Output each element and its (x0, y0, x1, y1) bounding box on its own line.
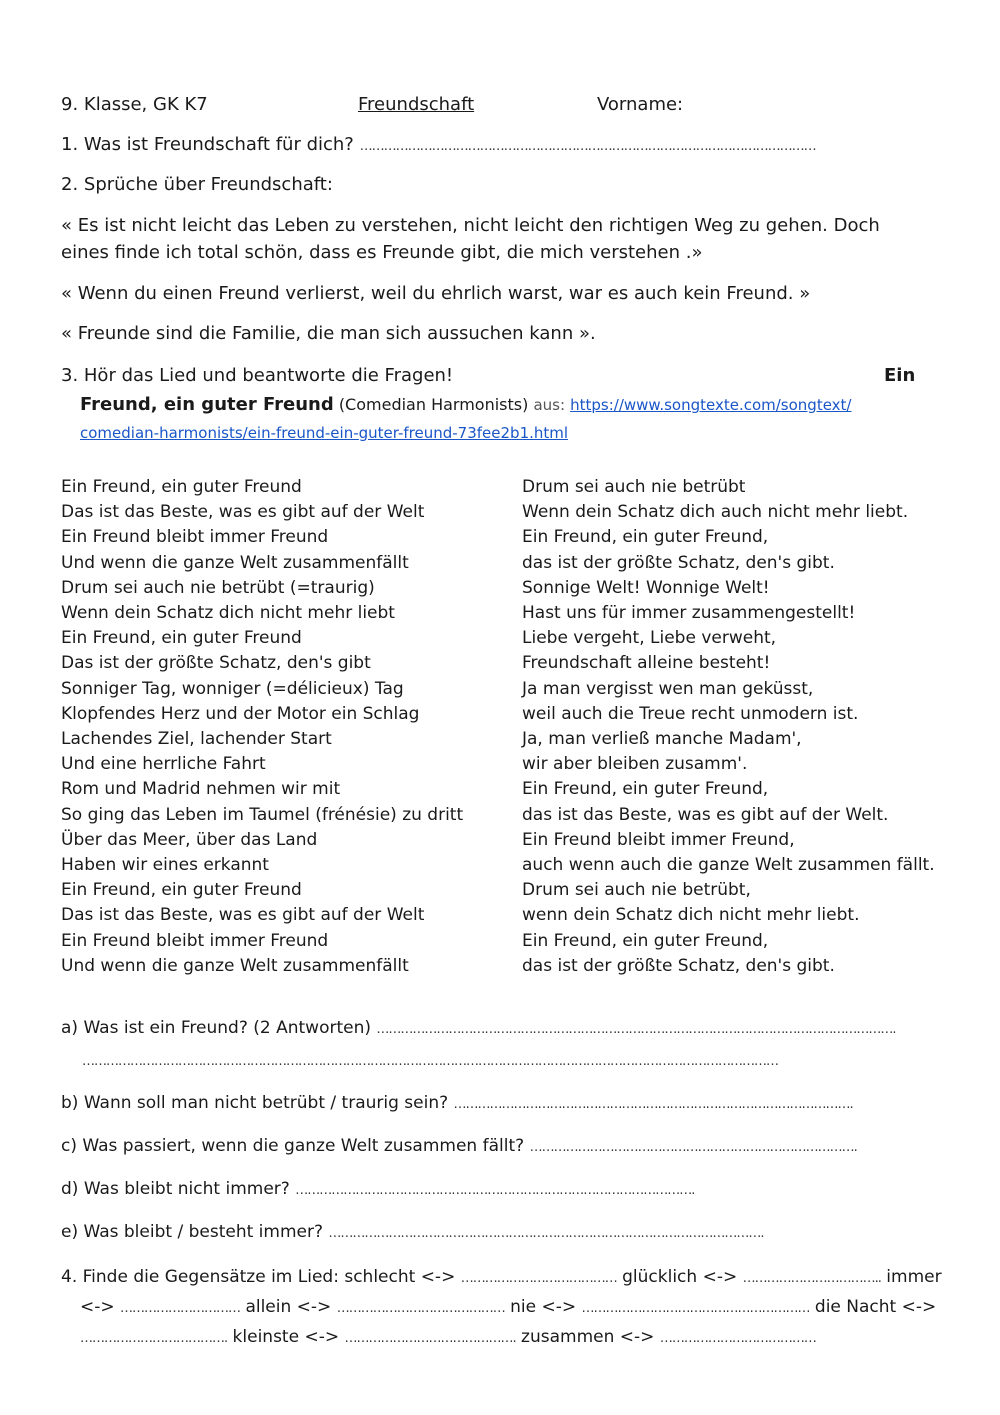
word-die-nacht: die Nacht <-> (814, 1297, 937, 1317)
answer-line[interactable]: ………………………………………………………………………………………………. (328, 1226, 764, 1241)
question-4-intro: 4. Finde die Gegensätze im Lied: schlecht <-> (61, 1267, 456, 1287)
answer-line[interactable]: …………………………………… (336, 1301, 505, 1316)
page-title: Freundschaft (358, 94, 475, 115)
lyric-line: Ein Freund, ein guter Freund, (522, 930, 769, 951)
lyric-line: Das ist der größte Schatz, den's gibt (61, 653, 371, 674)
lyric-line: Ein Freund, ein guter Freund (61, 628, 302, 649)
lyric-line: Drum sei auch nie betrübt (522, 477, 746, 497)
song-url-link-continued[interactable]: comedian-harmonists/ein-freund-ein-guter-freund-73fee2b1.html (80, 424, 569, 442)
answer-line[interactable]: ………………………………………………………………………………………. (453, 1097, 853, 1112)
lyric-line: Ja, man verließ manche Madam', (522, 729, 802, 750)
song-title-start: Ein (884, 365, 916, 386)
lyric-line: das ist der größte Schatz, den's gibt. (522, 955, 835, 976)
lyric-line: Drum sei auch nie betrübt, (522, 880, 751, 901)
answer-line[interactable]: ………………………………………………… (581, 1301, 810, 1316)
lyric-line: Freundschaft alleine besteht! (522, 653, 771, 674)
lyric-line: Ein Freund, ein guter Freund (61, 477, 302, 497)
lyric-line: auch wenn auch die ganze Welt zusammen fällt. (522, 855, 935, 876)
answer-line[interactable]: ………………………………………………………………………. (529, 1140, 857, 1155)
question-c (61, 1136, 857, 1156)
lyric-line: Ein Freund, ein guter Freund, (522, 527, 769, 548)
lyric-line: Und eine herrliche Fahrt (61, 754, 266, 775)
word-immer: immer (886, 1267, 942, 1287)
answer-line[interactable]: ………………………… (120, 1301, 241, 1316)
answer-line[interactable]: ………………………………… (659, 1331, 816, 1346)
lyric-line: Sonniger Tag, wonniger (=délicieux) Tag (61, 678, 404, 699)
answer-line[interactable]: …………………………….. (742, 1271, 881, 1286)
lyric-line: Sonnige Welt! Wonnige Welt! (522, 577, 770, 598)
question-4-line-1 (61, 1267, 942, 1287)
word-gluecklich: glücklich <-> (622, 1267, 738, 1287)
lyric-line: Wenn dein Schatz dich auch nicht mehr liebt. (522, 502, 909, 523)
answer-line[interactable]: ………………………………………………………………………………………. (295, 1183, 695, 1198)
source-label: aus: (533, 396, 566, 414)
quote-3: « Freunde sind die Familie, die man sich aussuchen kann ». (61, 323, 596, 344)
question-4-line-2 (80, 1297, 936, 1317)
quote-2: « Wenn du einen Freund verlierst, weil du ehrlich warst, war es auch kein Freund. » (61, 283, 811, 304)
lyric-line: wir aber bleiben zusamm'. (522, 754, 748, 775)
arrow-label: <-> (80, 1297, 115, 1317)
question-1-text: 1. Was ist Freundschaft für dich? (61, 134, 354, 155)
lyric-line: Rom und Madrid nehmen wir mit (61, 779, 341, 800)
question-1 (61, 134, 816, 155)
lyric-line: wenn dein Schatz dich nicht mehr liebt. (522, 905, 860, 926)
song-reference (80, 394, 851, 415)
word-kleinste: kleinste <-> (232, 1327, 340, 1347)
answer-line[interactable]: ………………………………………………………………………………………………………………………………………………………… (82, 1054, 778, 1069)
question-a (61, 1018, 896, 1038)
question-b (61, 1093, 853, 1113)
word-nie: nie <-> (510, 1297, 577, 1317)
question-e (61, 1222, 764, 1242)
quote-1-line-2: eines finde ich total schön, dass es Freunde gibt, die mich verstehen .» (61, 242, 703, 263)
word-allein: allein <-> (245, 1297, 332, 1317)
lyrics-column-left (61, 475, 463, 979)
lyric-line: Und wenn die ganze Welt zusammenfällt (61, 955, 409, 976)
question-3: 3. Hör das Lied und beantworte die Fragen! (61, 365, 454, 386)
answer-line[interactable]: …………………………………………………………………………………………………………………. (376, 1022, 896, 1037)
song-title: Freund, ein guter Freund (80, 394, 334, 415)
lyric-line: Das ist das Beste, was es gibt auf der Welt (61, 502, 425, 523)
lyric-line: das ist das Beste, was es gibt auf der Welt. (522, 804, 889, 825)
lyrics-column-right (522, 475, 935, 979)
lyric-line: Liebe vergeht, Liebe verweht, (522, 628, 777, 649)
lyric-line: Wenn dein Schatz dich nicht mehr liebt (61, 603, 395, 624)
question-e-text: e) Was bleibt / besteht immer? (61, 1222, 323, 1242)
quote-1-line-1: « Es ist nicht leicht das Leben zu verstehen, nicht leicht den richtigen Weg zu gehen. Doch (61, 215, 880, 236)
question-b-text: b) Wann soll man nicht betrübt / traurig sein? (61, 1093, 449, 1113)
lyric-line: Ein Freund bleibt immer Freund (61, 527, 329, 548)
question-d-text: d) Was bleibt nicht immer? (61, 1179, 290, 1199)
lyric-line: Klopfendes Herz und der Motor ein Schlag (61, 703, 420, 724)
lyric-line: Ein Freund, ein guter Freund, (522, 779, 769, 800)
lyric-line: Haben wir eines erkannt (61, 855, 269, 876)
lyric-line: weil auch die Treue recht unmodern ist. (522, 703, 859, 724)
song-url-link[interactable]: https://www.songtexte.com/songtext/ (570, 396, 852, 414)
lyric-line: Das ist das Beste, was es gibt auf der Welt (61, 905, 425, 926)
lyric-line: Lachendes Ziel, lachender Start (61, 729, 332, 750)
question-d (61, 1179, 694, 1199)
song-artist: (Comedian Harmonists) (338, 395, 529, 414)
answer-line[interactable]: ………………………………. (80, 1331, 228, 1346)
lyric-line: Ja man vergisst wen man geküsst, (522, 678, 814, 699)
lyric-line: Ein Freund, ein guter Freund (61, 880, 302, 901)
lyric-line: das ist der größte Schatz, den's gibt. (522, 552, 835, 573)
lyric-line: Ein Freund bleibt immer Freund (61, 930, 329, 951)
lyric-line: Ein Freund bleibt immer Freund, (522, 829, 795, 850)
first-name-label: Vorname: (597, 94, 684, 115)
lyric-line: Über das Meer, über das Land (61, 829, 318, 850)
word-zusammen: zusammen <-> (521, 1327, 655, 1347)
question-4-line-3 (80, 1327, 816, 1347)
question-2: 2. Sprüche über Freundschaft: (61, 174, 333, 195)
question-a-text: a) Was ist ein Freund? (2 Antworten) (61, 1018, 371, 1038)
answer-line[interactable]: ………………………………… (460, 1271, 617, 1286)
lyric-line: So ging das Leben im Taumel (frénésie) zu dritt (61, 804, 464, 825)
class-label: 9. Klasse, GK K7 (61, 94, 208, 115)
question-c-text: c) Was passiert, wenn die ganze Welt zusammen fällt? (61, 1136, 525, 1156)
lyric-line: Hast uns für immer zusammengestellt! (522, 603, 856, 624)
answer-line[interactable]: ……………………………………. (344, 1331, 516, 1346)
lyric-line: Drum sei auch nie betrübt (=traurig) (61, 577, 375, 598)
lyric-line: Und wenn die ganze Welt zusammenfällt (61, 552, 409, 573)
answer-line[interactable]: …………………………………………………………………………………………………… (359, 139, 816, 154)
